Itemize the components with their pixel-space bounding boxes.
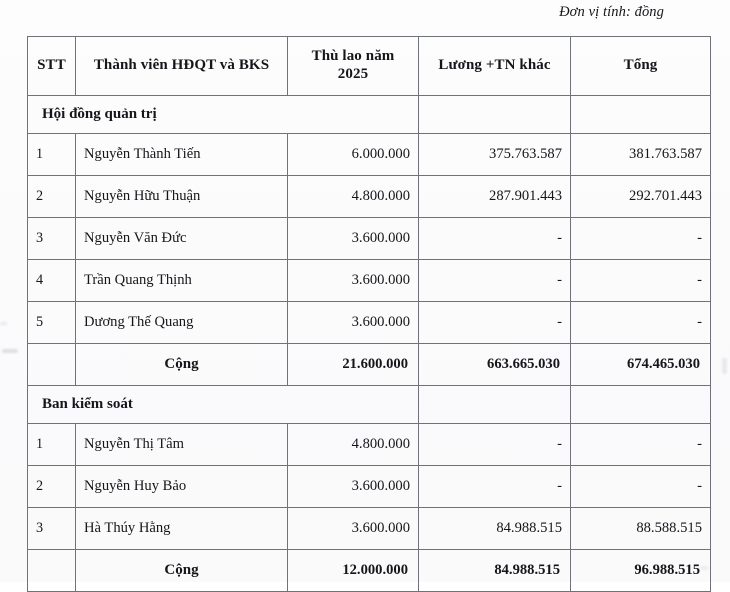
cell-fee: 3.600.000 [288,302,419,344]
cell-salary: - [419,302,571,344]
cell-salary: - [419,218,571,260]
cell-stt: 2 [28,466,76,508]
column-header-sal: Lương +TN khác [419,37,571,96]
unit-note: Đơn vị tính: đồng [559,4,664,20]
cell-member-name: Nguyễn Hữu Thuận [76,176,288,218]
table-header [28,37,711,96]
cell-member-name: Dương Thế Quang [76,302,288,344]
section-header-row [28,96,711,134]
cell-total: - [571,424,711,466]
cell-total-label: Cộng [76,344,288,386]
scan-artifact [722,358,727,374]
cell-fee: 4.800.000 [288,424,419,466]
cell-fee: 4.800.000 [288,176,419,218]
cell-total: - [571,218,711,260]
cell-total-sum: 674.465.030 [571,344,711,386]
clipped-body-text [30,576,690,582]
cell-stt: 1 [28,134,76,176]
cell-salary: 375.763.587 [419,134,571,176]
section-total-row [28,344,711,386]
cell-fee: 3.600.000 [288,466,419,508]
remuneration-table-container [27,36,710,592]
section-empty-cell [419,96,571,134]
section-total-row [28,550,711,592]
table-header-row [28,37,711,96]
remuneration-table [27,36,711,592]
cell-fee: 3.600.000 [288,218,419,260]
cell-total: 292.701.443 [571,176,711,218]
table-row [28,424,711,466]
cell-member-name: Nguyễn Huy Bảo [76,466,288,508]
cell-stt: 5 [28,302,76,344]
cell-stt: 4 [28,260,76,302]
cell-stt: 3 [28,508,76,550]
cell-salary: - [419,260,571,302]
cell-member-name: Nguyễn Văn Đức [76,218,288,260]
cell-stt-empty [28,344,76,386]
section-empty-cell [419,386,571,424]
table-row [28,134,711,176]
cell-total: 88.588.515 [571,508,711,550]
cell-stt: 2 [28,176,76,218]
cell-total: 381.763.587 [571,134,711,176]
cell-stt: 1 [28,424,76,466]
column-header-name: Thành viên HĐQT và BKS [76,37,288,96]
table-body [28,96,711,592]
cell-fee: 3.600.000 [288,260,419,302]
column-header-stt: STT [28,37,76,96]
cell-member-name: Trần Quang Thịnh [76,260,288,302]
table-row [28,508,711,550]
cell-total: - [571,260,711,302]
table-row [28,302,711,344]
cell-total: - [571,302,711,344]
section-title: Ban kiểm soát [28,386,419,424]
cell-total-fee: 21.600.000 [288,344,419,386]
cell-stt-empty [28,550,76,592]
section-empty-cell [571,96,711,134]
cell-fee: 3.600.000 [288,508,419,550]
cell-salary: - [419,466,571,508]
table-row [28,218,711,260]
table-row [28,260,711,302]
cell-member-name: Nguyễn Thị Tâm [76,424,288,466]
cell-total-fee: 12.000.000 [288,550,419,592]
cell-member-name: Nguyễn Thành Tiến [76,134,288,176]
column-header-fee: Thù lao năm 2025 [288,37,419,96]
cell-member-name: Hà Thúy Hằng [76,508,288,550]
scan-artifact [2,349,18,353]
cell-stt: 3 [28,218,76,260]
cell-fee: 6.000.000 [288,134,419,176]
cell-total-sum: 96.988.515 [571,550,711,592]
table-row [28,176,711,218]
cell-total-salary: 84.988.515 [419,550,571,592]
cell-total-label: Cộng [76,550,288,592]
cell-salary: 287.901.443 [419,176,571,218]
section-title: Hội đồng quản trị [28,96,419,134]
cell-salary: 84.988.515 [419,508,571,550]
scan-artifact [0,322,7,325]
section-header-row [28,386,711,424]
cell-total-salary: 663.665.030 [419,344,571,386]
cell-salary: - [419,424,571,466]
section-empty-cell [571,386,711,424]
cell-total: - [571,466,711,508]
column-header-total: Tổng [571,37,711,96]
table-row [28,466,711,508]
